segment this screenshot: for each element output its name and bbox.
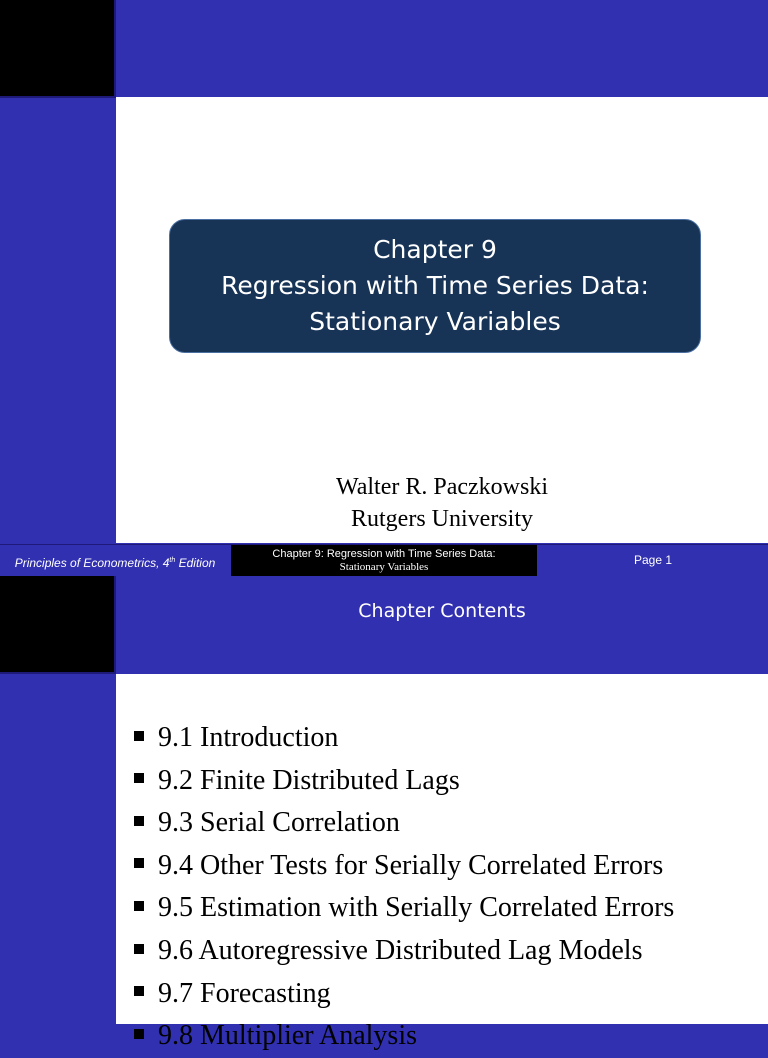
list-item-label: 9.3 Serial Correlation <box>158 807 400 839</box>
footer-chapter-title <box>231 545 537 576</box>
slide2-header-band <box>116 576 768 672</box>
bullet-square-icon <box>134 773 144 783</box>
list-item-label: 9.7 Forecasting <box>158 977 331 1009</box>
contents-list <box>134 717 674 1058</box>
slide-footer <box>0 544 768 577</box>
footer-chapter-line-2: Stationary Variables <box>339 560 429 573</box>
list-item-label: 9.2 Finite Distributed Lags <box>158 764 460 796</box>
list-item <box>134 973 674 1016</box>
bullet-square-icon <box>134 731 144 741</box>
list-item <box>134 887 674 930</box>
list-item <box>134 717 674 760</box>
slide2-corner-block <box>0 576 116 674</box>
bullet-square-icon <box>134 901 144 911</box>
list-item-label: 9.4 Other Tests for Serially Correlated Errors <box>158 849 664 881</box>
title-line-3: Stationary Variables <box>309 307 561 336</box>
bullet-square-icon <box>134 986 144 996</box>
list-item <box>134 845 674 888</box>
list-item-label: 9.5 Estimation with Serially Correlated Errors <box>158 892 675 924</box>
list-item <box>134 802 674 845</box>
list-item-label: 9.1 Introduction <box>158 722 339 753</box>
contents-heading: Chapter Contents <box>358 600 526 622</box>
list-item <box>134 1015 674 1058</box>
author-affiliation: Rutgers University <box>351 506 533 532</box>
chapter-title-box <box>169 219 701 353</box>
bullet-square-icon <box>134 858 144 868</box>
slide1-corner-block <box>0 0 116 98</box>
footer-page-number: Page 1 <box>633 553 673 567</box>
list-item <box>134 760 674 803</box>
author-name: Walter R. Paczkowski <box>335 474 548 500</box>
list-item-label: 9.8 Multiplier Analysis <box>158 1020 417 1052</box>
list-item-label: 9.6 Autoregressive Distributed Lag Models <box>158 934 643 966</box>
bullet-square-icon <box>134 816 144 826</box>
title-line-1: Chapter 9 <box>373 235 497 264</box>
footer-book-title: Principles of Econometrics, 4th Edition <box>14 556 216 570</box>
slide1-header-band <box>116 0 768 96</box>
title-line-2: Regression with Time Series Data: <box>221 271 649 300</box>
bullet-square-icon <box>134 1029 144 1039</box>
list-item <box>134 930 674 973</box>
footer-chapter-line-1: Chapter 9: Regression with Time Series Data: <box>272 547 496 560</box>
bullet-square-icon <box>134 944 144 954</box>
